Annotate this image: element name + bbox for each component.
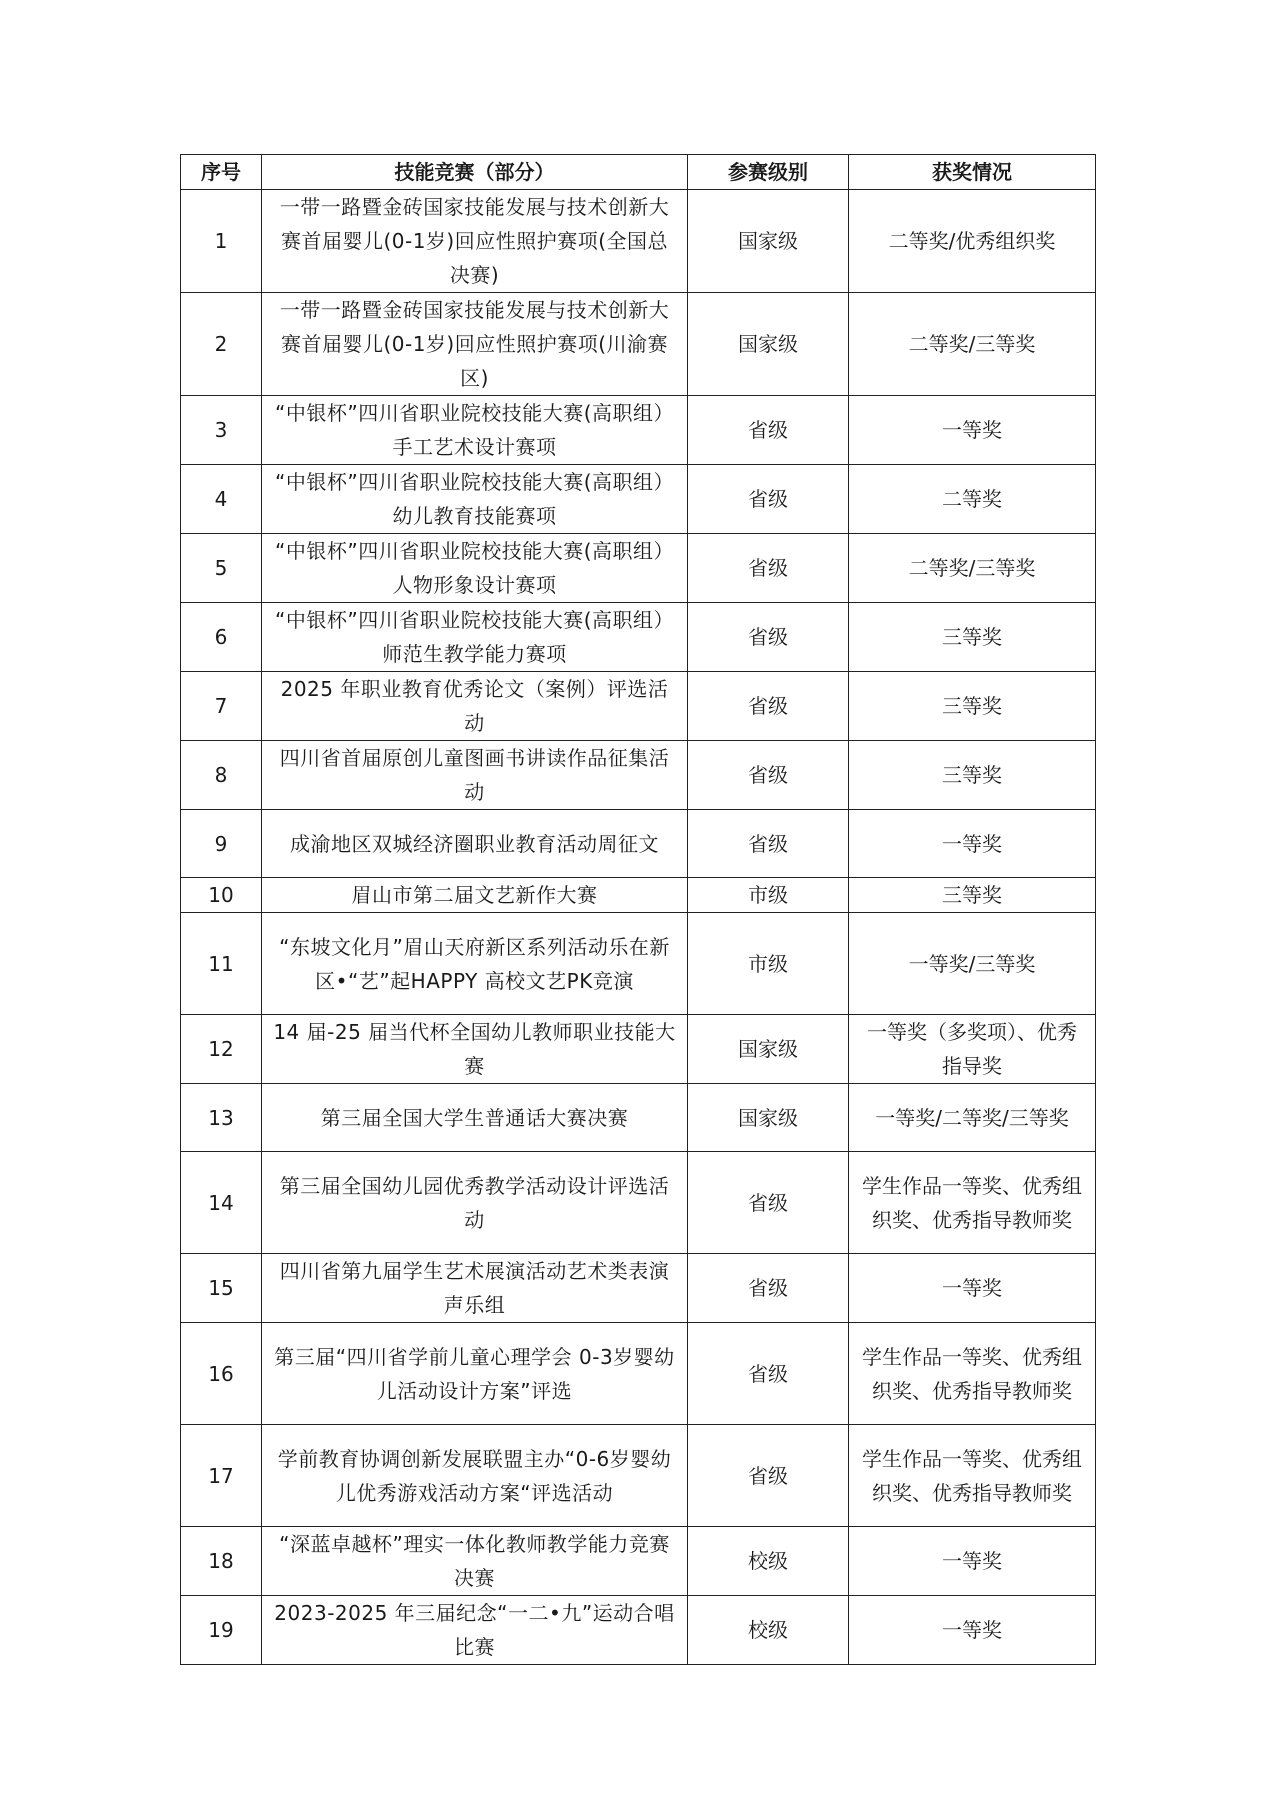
row-competition: “东坡文化月”眉山天府新区系列活动乐在新区•“艺”起HAPPY 高校文艺PK竞演: [262, 913, 688, 1015]
row-award: 三等奖: [849, 741, 1096, 810]
row-award: 三等奖: [849, 878, 1096, 913]
row-level: 省级: [688, 672, 849, 741]
row-award: 一等奖: [849, 1596, 1096, 1665]
row-level: 市级: [688, 878, 849, 913]
row-level: 省级: [688, 741, 849, 810]
row-award: 一等奖: [849, 810, 1096, 878]
row-seq: 15: [181, 1254, 262, 1323]
row-level: 国家级: [688, 1015, 849, 1084]
row-award: 一等奖: [849, 1527, 1096, 1596]
table-row: [181, 1254, 1096, 1323]
row-seq: 8: [181, 741, 262, 810]
table-row: [181, 1425, 1096, 1527]
row-level: 省级: [688, 465, 849, 534]
header-seq: 序号: [181, 155, 262, 190]
row-level: 省级: [688, 1254, 849, 1323]
row-level: 省级: [688, 810, 849, 878]
awards-table: [180, 154, 1096, 1665]
row-seq: 2: [181, 293, 262, 396]
row-seq: 19: [181, 1596, 262, 1665]
row-level: 国家级: [688, 190, 849, 293]
header-award: 获奖情况: [849, 155, 1096, 190]
table-row: [181, 1015, 1096, 1084]
row-competition: 一带一路暨金砖国家技能发展与技术创新大赛首届婴儿(0-1岁)回应性照护赛项(川渝赛区): [262, 293, 688, 396]
row-award: 一等奖/三等奖: [849, 913, 1096, 1015]
row-competition: “深蓝卓越杯”理实一体化教师教学能力竞赛决赛: [262, 1527, 688, 1596]
row-award: 二等奖: [849, 465, 1096, 534]
row-seq: 9: [181, 810, 262, 878]
row-seq: 14: [181, 1152, 262, 1254]
row-award: 二等奖/优秀组织奖: [849, 190, 1096, 293]
row-competition: 2025 年职业教育优秀论文（案例）评选活动: [262, 672, 688, 741]
table-row: [181, 396, 1096, 465]
row-award: 学生作品一等奖、优秀组织奖、优秀指导教师奖: [849, 1152, 1096, 1254]
row-award: 一等奖/二等奖/三等奖: [849, 1084, 1096, 1152]
table-row: [181, 603, 1096, 672]
row-seq: 1: [181, 190, 262, 293]
row-seq: 7: [181, 672, 262, 741]
table-row: [181, 878, 1096, 913]
row-competition: 眉山市第二届文艺新作大赛: [262, 878, 688, 913]
row-competition: “中银杯”四川省职业院校技能大赛(高职组）人物形象设计赛项: [262, 534, 688, 603]
row-level: 国家级: [688, 1084, 849, 1152]
row-level: 省级: [688, 1152, 849, 1254]
table-row: [181, 534, 1096, 603]
table-row: [181, 1596, 1096, 1665]
row-level: 校级: [688, 1527, 849, 1596]
row-award: 一等奖（多奖项）、优秀指导奖: [849, 1015, 1096, 1084]
row-level: 省级: [688, 396, 849, 465]
table-row: [181, 1323, 1096, 1425]
table-row: [181, 913, 1096, 1015]
header-level: 参赛级别: [688, 155, 849, 190]
row-seq: 16: [181, 1323, 262, 1425]
row-level: 省级: [688, 1425, 849, 1527]
row-seq: 3: [181, 396, 262, 465]
row-competition: 14 届-25 届当代杯全国幼儿教师职业技能大赛: [262, 1015, 688, 1084]
row-competition: 第三届全国幼儿园优秀教学活动设计评选活动: [262, 1152, 688, 1254]
row-level: 省级: [688, 603, 849, 672]
row-competition: 一带一路暨金砖国家技能发展与技术创新大赛首届婴儿(0-1岁)回应性照护赛项(全国总决赛): [262, 190, 688, 293]
row-competition: “中银杯”四川省职业院校技能大赛(高职组）师范生教学能力赛项: [262, 603, 688, 672]
row-competition: “中银杯”四川省职业院校技能大赛(高职组）幼儿教育技能赛项: [262, 465, 688, 534]
row-competition: 第三届全国大学生普通话大赛决赛: [262, 1084, 688, 1152]
table-row: [181, 1084, 1096, 1152]
row-competition: 学前教育协调创新发展联盟主办“0-6岁婴幼儿优秀游戏活动方案“评选活动: [262, 1425, 688, 1527]
row-award: 三等奖: [849, 603, 1096, 672]
row-competition: 成渝地区双城经济圈职业教育活动周征文: [262, 810, 688, 878]
row-award: 二等奖/三等奖: [849, 534, 1096, 603]
row-competition: 四川省首届原创儿童图画书讲读作品征集活动: [262, 741, 688, 810]
row-seq: 5: [181, 534, 262, 603]
row-award: 学生作品一等奖、优秀组织奖、优秀指导教师奖: [849, 1425, 1096, 1527]
row-award: 一等奖: [849, 396, 1096, 465]
table-header-row: [181, 155, 1096, 190]
table-row: [181, 672, 1096, 741]
table-row: [181, 1152, 1096, 1254]
row-seq: 6: [181, 603, 262, 672]
table-row: [181, 190, 1096, 293]
header-competition: 技能竞赛（部分）: [262, 155, 688, 190]
row-level: 省级: [688, 1323, 849, 1425]
row-award: 学生作品一等奖、优秀组织奖、优秀指导教师奖: [849, 1323, 1096, 1425]
row-competition: 2023-2025 年三届纪念“一二•九”运动合唱比赛: [262, 1596, 688, 1665]
row-competition: 第三届“四川省学前儿童心理学会 0-3岁婴幼儿活动设计方案”评选: [262, 1323, 688, 1425]
table-row: [181, 741, 1096, 810]
row-award: 二等奖/三等奖: [849, 293, 1096, 396]
row-seq: 17: [181, 1425, 262, 1527]
row-award: 三等奖: [849, 672, 1096, 741]
row-award: 一等奖: [849, 1254, 1096, 1323]
row-seq: 18: [181, 1527, 262, 1596]
table-row: [181, 465, 1096, 534]
row-level: 市级: [688, 913, 849, 1015]
row-seq: 13: [181, 1084, 262, 1152]
row-seq: 10: [181, 878, 262, 913]
row-level: 省级: [688, 534, 849, 603]
row-competition: “中银杯”四川省职业院校技能大赛(高职组）手工艺术设计赛项: [262, 396, 688, 465]
row-seq: 11: [181, 913, 262, 1015]
row-level: 校级: [688, 1596, 849, 1665]
row-seq: 12: [181, 1015, 262, 1084]
table-row: [181, 810, 1096, 878]
table-row: [181, 293, 1096, 396]
row-seq: 4: [181, 465, 262, 534]
table-row: [181, 1527, 1096, 1596]
row-competition: 四川省第九届学生艺术展演活动艺术类表演声乐组: [262, 1254, 688, 1323]
row-level: 国家级: [688, 293, 849, 396]
